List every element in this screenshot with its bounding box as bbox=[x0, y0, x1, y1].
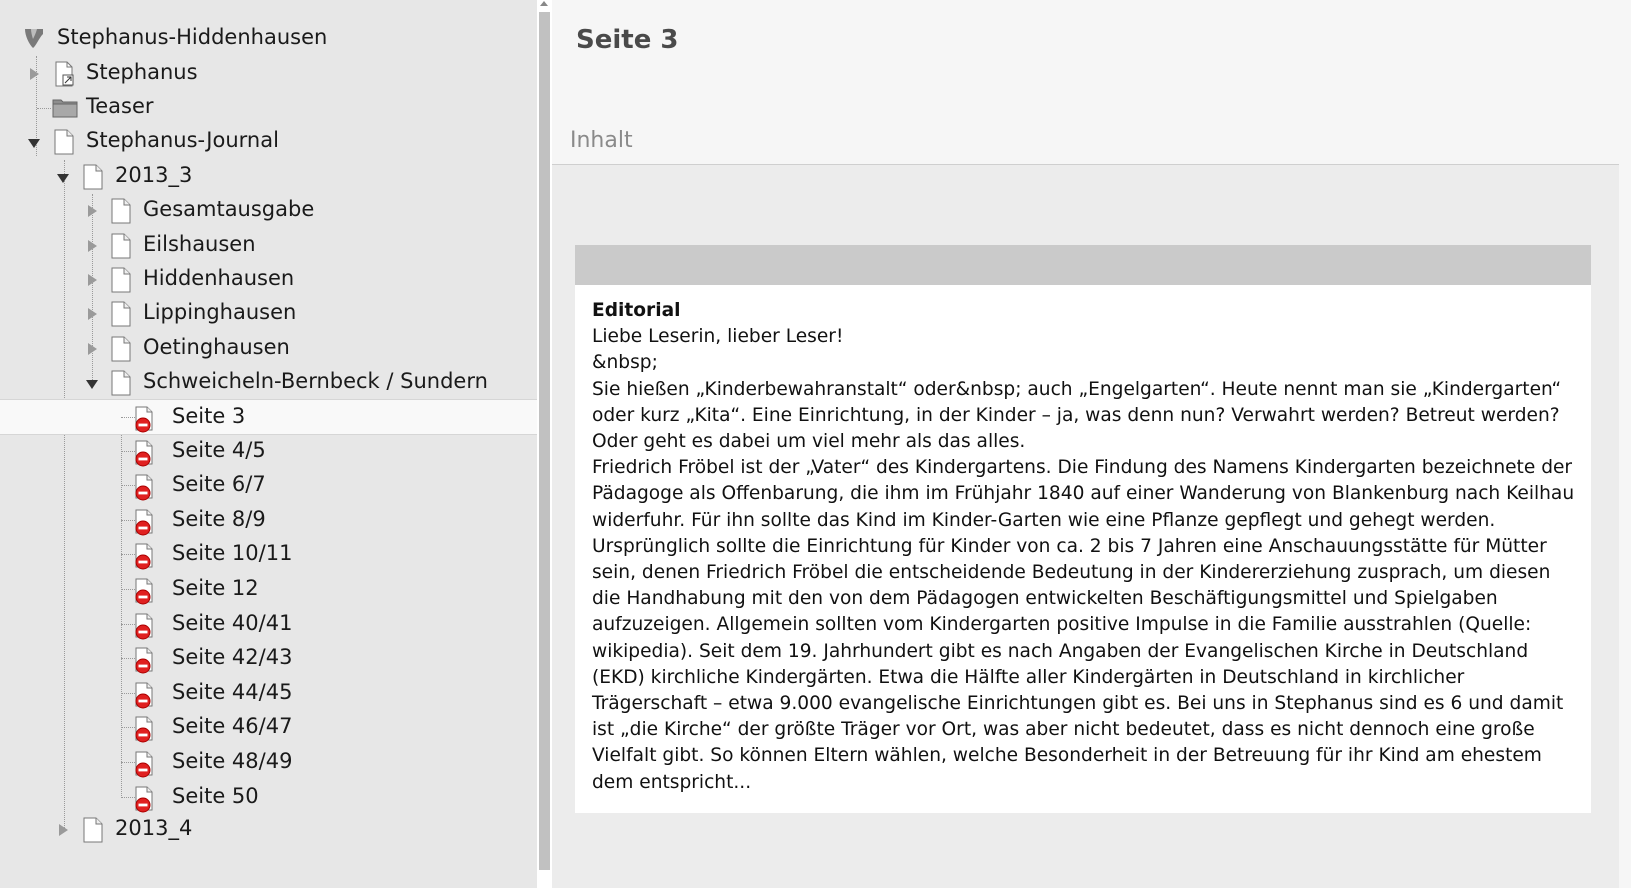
content-paragraph: &nbsp; bbox=[592, 352, 658, 374]
tree-item-label: Seite 48/49 bbox=[172, 749, 293, 773]
tree-item-label: Stephanus-Journal bbox=[86, 128, 279, 152]
tab-inhalt[interactable] bbox=[552, 128, 1619, 165]
tree-item-2013-3[interactable] bbox=[0, 159, 537, 193]
folder-icon bbox=[52, 95, 76, 119]
page-icon bbox=[109, 336, 133, 360]
content-element-text bbox=[592, 298, 1582, 796]
page-icon bbox=[109, 370, 133, 394]
hidden-page-icon bbox=[133, 715, 157, 739]
tree-item-label: Oetinghausen bbox=[143, 335, 290, 359]
tree-item-label: Eilshausen bbox=[143, 232, 256, 256]
tree-item-stephanus-journal[interactable] bbox=[0, 124, 537, 158]
tree-item-2013-4[interactable] bbox=[0, 812, 537, 846]
tree-item-page[interactable] bbox=[0, 399, 537, 435]
tree-item-label: Stephanus bbox=[86, 60, 198, 84]
tree-root[interactable] bbox=[0, 21, 537, 55]
tree-item-label: Teaser bbox=[86, 94, 154, 118]
tree-item-page[interactable] bbox=[0, 468, 537, 502]
page-shortcut-icon bbox=[52, 61, 76, 85]
hidden-page-icon bbox=[133, 681, 157, 705]
expand-toggle-icon[interactable] bbox=[88, 343, 97, 355]
hidden-page-icon bbox=[133, 750, 157, 774]
page-icon bbox=[109, 233, 133, 257]
tree-item-lippinghausen[interactable] bbox=[0, 296, 537, 330]
expand-toggle-icon[interactable] bbox=[88, 240, 97, 252]
hidden-page-icon bbox=[133, 508, 157, 532]
tree-item-label: Gesamtausgabe bbox=[143, 197, 315, 221]
tree-item-label: Seite 8/9 bbox=[172, 506, 266, 531]
page-tree bbox=[0, 0, 537, 888]
content-panel bbox=[552, 0, 1631, 888]
tree-item-page[interactable] bbox=[0, 607, 537, 641]
tree-item-label: Seite 44/45 bbox=[172, 679, 293, 704]
hidden-page-icon bbox=[133, 473, 157, 497]
tree-item-page[interactable] bbox=[0, 710, 537, 744]
page-title: Seite 3 bbox=[576, 25, 679, 55]
tree-item-label: Seite 12 bbox=[172, 576, 259, 600]
tree-item-page[interactable] bbox=[0, 780, 537, 814]
tree-item-page[interactable] bbox=[0, 572, 537, 606]
tree-item-page[interactable] bbox=[0, 537, 537, 571]
expand-toggle-icon[interactable] bbox=[59, 824, 68, 836]
collapse-toggle-icon[interactable] bbox=[57, 174, 69, 183]
tree-item-label: Seite 46/47 bbox=[172, 714, 293, 739]
page-icon bbox=[81, 164, 105, 188]
hidden-page-icon bbox=[133, 577, 157, 601]
hidden-page-icon bbox=[133, 612, 157, 636]
page-icon bbox=[52, 129, 76, 153]
tree-item-label: Seite 3 bbox=[172, 404, 246, 428]
tree-item-page[interactable] bbox=[0, 676, 537, 710]
tree-item-label: 2013_4 bbox=[115, 816, 193, 840]
content-heading: Editorial bbox=[592, 300, 681, 321]
typo3-logo-icon bbox=[22, 26, 46, 50]
page-icon bbox=[109, 198, 133, 222]
tree-item-page[interactable] bbox=[0, 641, 537, 675]
tree-item-page[interactable] bbox=[0, 745, 537, 779]
tree-item-teaser[interactable] bbox=[0, 90, 537, 124]
hidden-page-icon bbox=[133, 785, 157, 809]
tree-item-label: 2013_3 bbox=[115, 163, 193, 187]
content-element-body[interactable] bbox=[575, 285, 1591, 813]
tree-item-page[interactable] bbox=[0, 434, 537, 468]
expand-toggle-icon[interactable] bbox=[88, 274, 97, 286]
tree-scrollbar[interactable] bbox=[537, 0, 552, 888]
tab-label: Inhalt bbox=[570, 128, 633, 153]
page-icon bbox=[109, 267, 133, 291]
scroll-up-icon[interactable] bbox=[540, 1, 548, 6]
tree-item-label: Seite 6/7 bbox=[172, 472, 266, 497]
tree-item-hiddenhausen[interactable] bbox=[0, 262, 537, 296]
hidden-page-icon bbox=[133, 646, 157, 670]
tree-item-eilshausen[interactable] bbox=[0, 228, 537, 262]
expand-toggle-icon[interactable] bbox=[30, 68, 39, 80]
hidden-page-icon bbox=[133, 405, 157, 429]
tree-item-label: Seite 50 bbox=[172, 783, 259, 808]
tree-root-label: Stephanus-Hiddenhausen bbox=[57, 25, 328, 49]
collapse-toggle-icon[interactable] bbox=[86, 380, 98, 389]
tree-item-label: Seite 42/43 bbox=[172, 645, 293, 670]
tree-item-label: Lippinghausen bbox=[143, 300, 297, 324]
content-paragraph: Sie hießen „Kinderbewahranstalt“ oder&nbsp; auch „Engelgarten“. Heute nennt man sie „Kindergarten“ oder kurz „Kita“. Eine Einrichtung, in der Kinder – ja, was denn nun? Verwahrt werden? Betreut werden? Oder geht es dabei um viel mehr als das alles. bbox=[592, 378, 1562, 453]
tree-item-label: Seite 40/41 bbox=[172, 610, 293, 635]
page-icon bbox=[81, 817, 105, 841]
expand-toggle-icon[interactable] bbox=[88, 205, 97, 217]
tree-item-page[interactable] bbox=[0, 503, 537, 537]
tree-item-label: Schweicheln-Bernbeck / Sundern bbox=[143, 369, 488, 393]
content-paragraph: Liebe Leserin, lieber Leser! bbox=[592, 326, 844, 348]
scrollbar-thumb[interactable] bbox=[539, 12, 550, 870]
content-paragraph: Friedrich Fröbel ist der „Vater“ des Kindergartens. Die Findung des Namens Kindergarten bezeichnete der Pädagoge als Offenbarung, die ihm im Frühjahr 1840 auf einer Wanderung von Blankenburg nach Keilhau widerfuhr. Für ihn sollte das Kind im Kinder-Garten wie eine Pflanze gepflegt und gehegt werden. Ursprünglich sollte die Einrichtung für Kinder von ca. 2 bis 7 Jahren eine Anschauungsstätte für Mütter sein, denen Friedrich Fröbel die entscheidende Bedeutung in der Kindererziehung zusprach, um diesen die Handhabung mit den von dem Pädagogen entwickelten Beschäftigungsmittel und Spielgaben aufzuzeigen. Allgemein sollten vom Kindergarten positive Impulse in die Familie ausstrahlen (Quelle: wikipedia). Seit dem 19. Jahrhundert gibt es nach Angaben der Evangelischen Kirche in Deutschland (EKD) kirchliche Kindergärten. Etwa die Hälfte aller Kindergärten in Deutschland in kirchlicher Trägerschaft – etwa 9.000 evangelische Einrichtungen gibt es. Bei uns in Stephanus sind es 6 und damit ist „die Kirche“ der größte Träger vor Ort, was aber nicht bedeutet, dass es nicht dennoch eine große Vielfalt gibt. So können Eltern wählen, welche Besonderheit in der Betreuung für ihr Kind am ehestem dem entspricht... bbox=[592, 457, 1575, 793]
expand-toggle-icon[interactable] bbox=[88, 308, 97, 320]
tree-item-gesamtausgabe[interactable] bbox=[0, 193, 537, 227]
tree-item-label: Hiddenhausen bbox=[143, 266, 295, 290]
tree-item-label: Seite 4/5 bbox=[172, 437, 266, 462]
tree-item-label: Seite 10/11 bbox=[172, 541, 293, 566]
tree-item-stephanus[interactable] bbox=[0, 56, 537, 90]
page-icon bbox=[109, 301, 133, 325]
collapse-toggle-icon[interactable] bbox=[28, 139, 40, 148]
tree-item-oetinghausen[interactable] bbox=[0, 331, 537, 365]
hidden-page-icon bbox=[133, 542, 157, 566]
content-element-header[interactable] bbox=[575, 245, 1591, 285]
hidden-page-icon bbox=[133, 439, 157, 463]
tree-item-schweicheln-bernbeck-sundern[interactable] bbox=[0, 365, 537, 399]
